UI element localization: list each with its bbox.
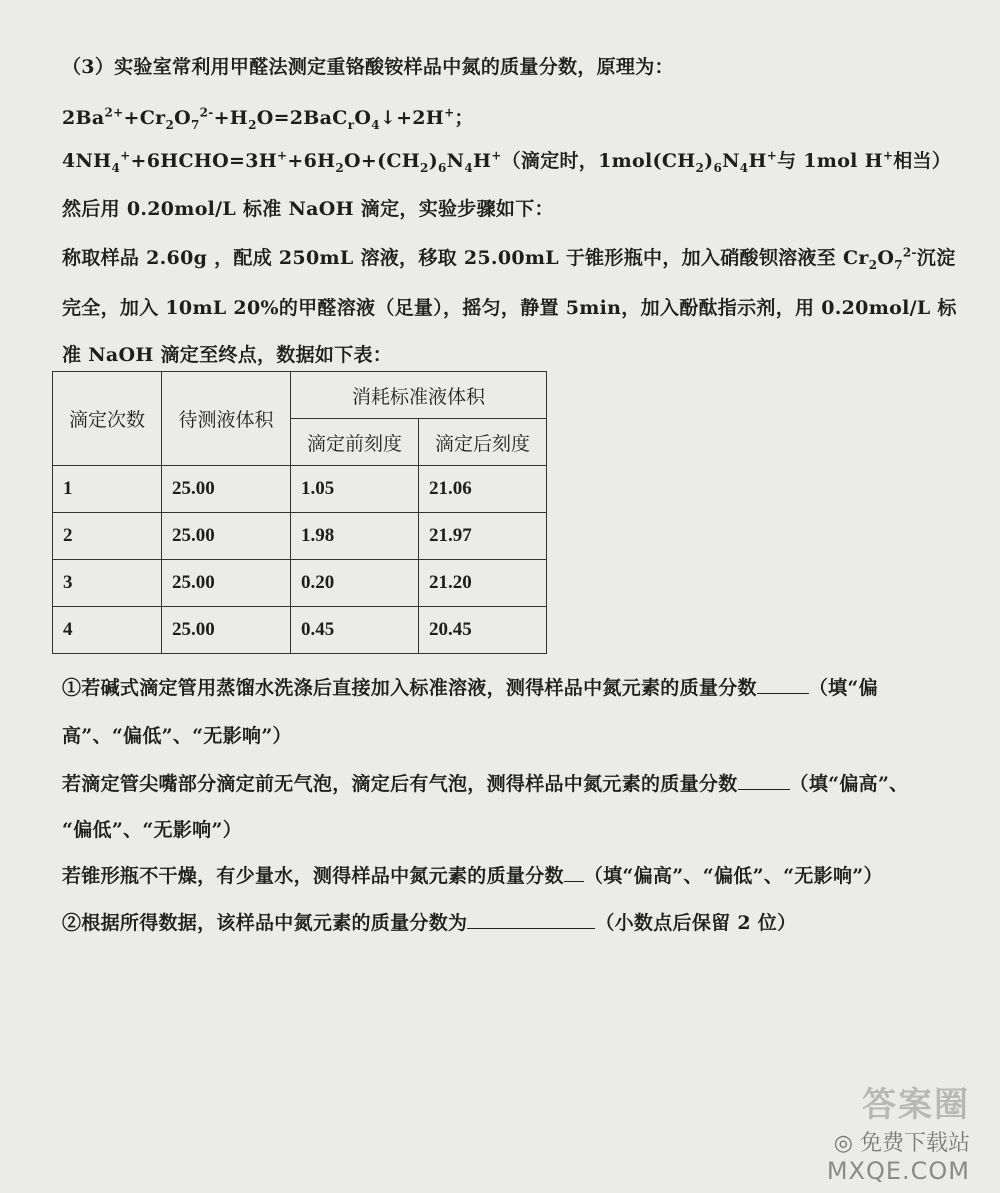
answer-blank-2[interactable] [738,771,790,790]
cell-after: 21.20 [419,560,547,607]
question-2-line-1: 若滴定管尖嘴部分滴定前无气泡，滴定后有气泡，测得样品中氮元素的质量分数 （填“偏高”、 [62,773,909,795]
titration-data-table [52,371,547,654]
header-consumed-volume: 消耗标准液体积 [291,372,547,419]
cell-trial: 1 [53,466,162,513]
answer-blank-4[interactable] [467,910,595,929]
cell-before: 0.20 [291,560,419,607]
watermark-site-name: ◎ 免费下载站 [833,1131,970,1156]
cell-before: 1.05 [291,466,419,513]
cell-trial: 4 [53,607,162,654]
cell-after: 20.45 [419,607,547,654]
question-3: 若锥形瓶不干燥，有少量水，测得样品中氮元素的质量分数 （填“偏高”、“偏低”、“无影响”） [62,865,883,887]
watermark-url: MXQE.COM [826,1157,970,1185]
wechat-icon: ◎ [833,1131,860,1156]
header-sample-volume: 待测液体积 [162,372,291,466]
intro-line-5: 称取样品 2.60g ，配成 250mL 溶液，移取 25.00mL 于锥形瓶中，加入硝酸钡溶液至 $Cr_2O_7^{2-}$沉淀 [62,245,956,272]
cell-after: 21.97 [419,513,547,560]
cell-after: 21.06 [419,466,547,513]
answer-blank-3[interactable] [564,863,584,882]
intro-line-4: 然后用 0.20mol/L 标准 NaOH 滴定，实验步骤如下： [62,198,554,220]
header-trial: 滴定次数 [53,372,162,466]
intro-line-1: （3）实验室常利用甲醛法测定重铬酸铵样品中氮的质量分数，原理为： [62,56,674,78]
site-watermark [827,1077,970,1185]
intro-line-6: 完全，加入 10mL 20%的甲醛溶液（足量），摇匀，静置 5min，加入酚酞指示剂，用 0.20mol/L 标 [62,297,957,319]
cell-trial: 2 [53,513,162,560]
question-4: ②根据所得数据，该样品中氮元素的质量分数为 （小数点后保留 2 位） [62,912,797,934]
table-header-row-1 [53,372,547,419]
cell-volume: 25.00 [162,607,291,654]
table-row [53,466,547,513]
table-row [53,607,547,654]
cell-volume: 25.00 [162,560,291,607]
cell-volume: 25.00 [162,466,291,513]
table-row [53,513,547,560]
cell-before: 1.98 [291,513,419,560]
question-1-line-1: ①若碱式滴定管用蒸馏水洗涤后直接加入标准溶液，测得样品中氮元素的质量分数 （填“偏 [62,677,878,699]
question-1-line-2: 高”、“偏低”、“无影响”） [62,725,292,747]
intro-line-7: 准 NaOH 滴定至终点，数据如下表： [62,344,393,366]
cell-volume: 25.00 [162,513,291,560]
watermark-logo: 答案圈 [862,1085,970,1125]
answer-blank-1[interactable] [757,675,809,694]
table-row [53,560,547,607]
header-after-reading: 滴定后刻度 [419,419,547,466]
header-before-reading: 滴定前刻度 [291,419,419,466]
question-2-line-2: “偏低”、“无影响”） [62,819,243,841]
equation-1: $2Ba^{2+}+Cr_2O_7^{2-}+H_2O=2BaC_rO_4↓+2H^+$； [62,105,474,132]
cell-before: 0.45 [291,607,419,654]
cell-trial: 3 [53,560,162,607]
equation-2: $4NH_4^++6HCHO=3H^++6H_2O+(CH_2)_6N_4H^+$（滴定时，$1mol(CH_2)_6N_4H^+$与 1mol H+相当） [62,148,952,175]
